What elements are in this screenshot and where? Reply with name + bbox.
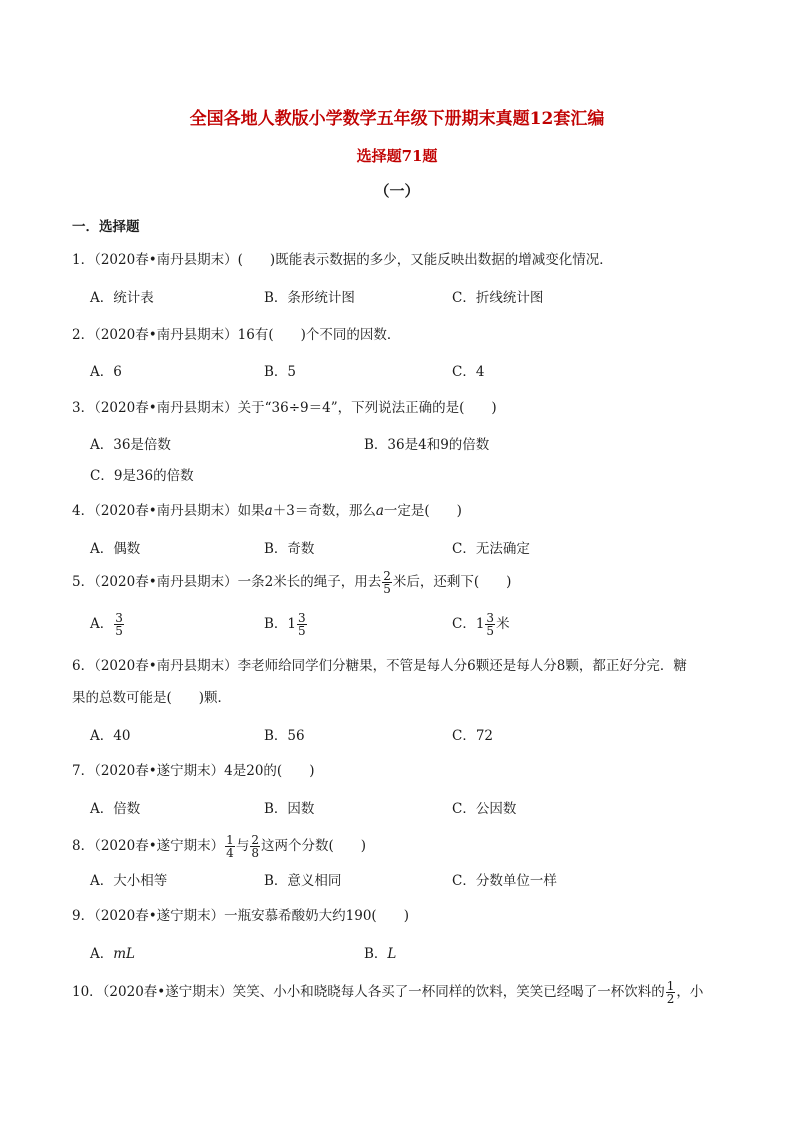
q5-prefix: 5．（2020春•南丹县期末）一条2米长的绳子，用去 <box>72 574 382 590</box>
q8-suffix: 这两个分数( ) <box>260 838 366 854</box>
q8-middle: 与 <box>235 838 250 854</box>
q4-middle: ＋3＝奇数，那么 <box>272 503 376 519</box>
q5-option-b: B．1 $\frac{3}{5}$ <box>264 611 306 638</box>
q7-option-a: A．倍数 <box>90 801 141 817</box>
question-3: 3．（2020春•南丹县期末）关于“36÷9＝4”，下列说法正确的是( ) <box>72 400 497 416</box>
q8-prefix: 8．（2020春•遂宁期末） <box>72 838 225 854</box>
q4-suffix: 一定是( ) <box>383 503 462 519</box>
q4-option-c: C．无法确定 <box>452 541 530 557</box>
q1-option-a: A．统计表 <box>90 290 154 306</box>
q8-option-a: A．大小相等 <box>90 873 168 889</box>
q6-option-a: A．40 <box>90 728 131 744</box>
document-subtitle: 选择题71题 <box>356 147 438 165</box>
q1-option-b: B．条形统计图 <box>264 290 355 306</box>
q8-fraction-2: $\frac{2}{8}$ <box>251 833 259 860</box>
q1-option-c: C．折线统计图 <box>452 290 544 306</box>
q8-fraction-1: $\frac{1}{4}$ <box>226 833 234 860</box>
q2-option-c: C．4 <box>452 364 485 380</box>
question-1: 1．（2020春•南丹县期末）( )既能表示数据的多少，又能反映出数据的增减变化情况． <box>72 252 613 268</box>
q8-option-c: C．分数单位一样 <box>452 873 557 889</box>
q5-suffix: 米后，还剩下( ) <box>392 574 512 590</box>
q10-suffix: ，小 <box>676 984 704 1000</box>
q3-option-a: A．36是倍数 <box>90 437 171 453</box>
q6-option-c: C．72 <box>452 728 494 744</box>
q4-prefix: 4．（2020春•南丹县期末）如果 <box>72 503 265 519</box>
question-7: 7．（2020春•遂宁期末）4是20的( ) <box>72 763 315 779</box>
question-2: 2．（2020春•南丹县期末）16有( )个不同的因数． <box>72 327 401 343</box>
q5-fraction: $\frac{2}{5}$ <box>383 569 391 596</box>
q8-option-b: B．意义相同 <box>264 873 342 889</box>
question-10 <box>72 980 703 1005</box>
q7-option-b: B．因数 <box>264 801 315 817</box>
question-6: 6．（2020春•南丹县期末）李老师给同学们分糖果，不管是每人分6颗还是每人分8颗，都正好分完．糖 <box>72 658 687 674</box>
q6-option-b: B．56 <box>264 728 305 744</box>
document-title: 全国各地人教版小学数学五年级下册期末真题12套汇编 <box>189 109 605 129</box>
q3-option-c: C．9是36的倍数 <box>90 468 194 484</box>
q3-option-b: B．36是4和9的倍数 <box>364 437 490 453</box>
question-4 <box>72 502 462 520</box>
question-9: 9．（2020春•遂宁期末）一瓶安慕希酸奶大约190( ) <box>72 908 409 924</box>
q2-option-b: B．5 <box>264 364 297 380</box>
question-8 <box>72 834 366 859</box>
q4-option-b: B．奇数 <box>264 541 315 557</box>
q4-option-a: A．偶数 <box>90 541 141 557</box>
q10-fraction: $\frac{1}{2}$ <box>666 979 675 1006</box>
q5-option-a: A． $\frac{3}{5}$ <box>90 611 123 638</box>
q4-variable: a <box>375 503 384 519</box>
q2-option-a: A．6 <box>90 364 122 380</box>
section-heading: 一．选择题 <box>72 219 140 235</box>
q10-prefix: 10．（2020春•遂宁期末）笑笑、小小和晓晓每人各买了一杯同样的饮料，笑笑已经喝了一杯饮料的 <box>72 984 665 1000</box>
part-label: （一） <box>374 182 420 200</box>
q9-option-a: A．mL <box>90 946 136 962</box>
question-6-continued: 果的总数可能是( )颗． <box>72 690 232 706</box>
q5-option-c: C．1 $\frac{3}{5}$ 米 <box>452 611 510 638</box>
q9-option-b: B．L <box>364 946 397 962</box>
q7-option-c: C．公因数 <box>452 801 517 817</box>
question-5 <box>72 570 511 595</box>
q4-variable: a <box>264 503 273 519</box>
